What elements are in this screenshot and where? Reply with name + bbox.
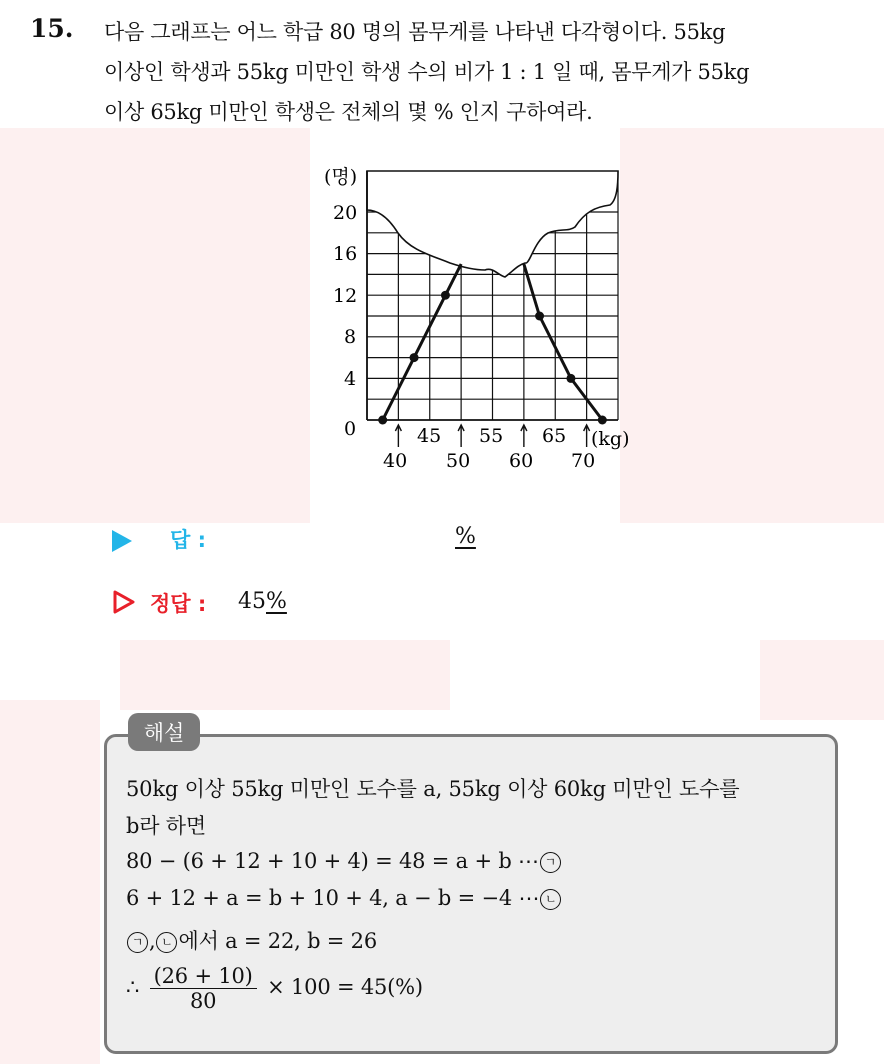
- x-tick-label-lower: 60: [509, 450, 534, 472]
- question-line-2: 이상인 학생과 55kg 미만인 학생 수의 비가 1 : 1 일 때, 몸무게가 55kg: [104, 60, 750, 84]
- question-line-3: 이상 65kg 미만인 학생은 전체의 몇 % 인지 구하여라.: [104, 100, 593, 124]
- solution-line-6-result: × 100 = 45(%): [267, 975, 423, 999]
- polygon-line-left: [383, 264, 461, 420]
- circled-mark-1: ㄱ: [540, 852, 561, 873]
- data-point: [378, 416, 387, 425]
- x-tick-label-lower: 40: [383, 450, 408, 472]
- fraction: [150, 964, 257, 1013]
- circled-mark-1: ㄱ: [127, 932, 148, 953]
- x-tick-label-lower: 70: [571, 450, 596, 472]
- data-point: [410, 353, 419, 362]
- x-tick-arrow: [458, 425, 464, 447]
- y-tick-label: 8: [344, 326, 357, 348]
- polygon-line-right: [524, 264, 602, 420]
- question-number: 15.: [30, 14, 74, 43]
- solution-line-5: ㄱ , ㄴ 에서 a = 22, b = 26: [126, 925, 377, 955]
- solution-line-5-text: 에서 a = 22, b = 26: [178, 929, 377, 953]
- answer-blank[interactable]: %: [455, 524, 476, 549]
- solution-line-3-text: 80 − (6 + 12 + 10 + 4) = 48 = a + b ⋯: [126, 849, 539, 873]
- data-point: [566, 374, 575, 383]
- y-tick-label: 12: [333, 285, 358, 307]
- answer-triangle-icon: [112, 530, 132, 552]
- y-tick-label: 16: [333, 243, 358, 265]
- x-tick-arrow: [521, 425, 527, 447]
- y-tick-label: 4: [344, 368, 357, 390]
- correct-answer: [238, 589, 287, 614]
- solution-line-4: [126, 886, 562, 910]
- fraction-numerator: (26 + 10): [150, 964, 257, 989]
- circled-mark-2: ㄴ: [540, 889, 561, 910]
- solution-tab: 해설: [128, 713, 200, 751]
- question-line-1: 다음 그래프는 어느 학급 80 명의 몸무게를 나타낸 다각형이다. 55kg: [104, 20, 726, 44]
- data-point: [441, 291, 450, 300]
- circled-mark-2: ㄴ: [156, 932, 177, 953]
- solution-line-2: b라 하면: [126, 814, 206, 838]
- background-tint: [760, 640, 884, 720]
- answer-label: 답 :: [170, 528, 206, 552]
- fraction-denominator: 80: [189, 989, 217, 1013]
- data-point: [598, 416, 607, 425]
- correct-answer-unit: %: [266, 589, 287, 614]
- therefore-symbol: ∴: [126, 975, 140, 999]
- correct-triangle-icon: [112, 589, 136, 615]
- x-axis-label: (kg): [591, 428, 630, 450]
- frequency-polygon-chart: [310, 155, 660, 485]
- y-tick-label: 20: [333, 202, 358, 224]
- y-axis-label: (명): [324, 166, 358, 188]
- background-tint: [120, 640, 450, 710]
- x-tick-arrow: [395, 425, 401, 447]
- solution-line-6: [126, 964, 423, 1013]
- y-tick-label: 0: [344, 418, 357, 440]
- x-tick-label-upper: 65: [542, 425, 567, 447]
- x-tick-label-lower: 50: [446, 450, 471, 472]
- solution-line-4-text: 6 + 12 + a = b + 10 + 4, a − b = −4 ⋯: [126, 886, 540, 910]
- correct-answer-label: 정답 :: [150, 592, 207, 616]
- torn-paper-region: [367, 171, 618, 277]
- solution-line-1: 50kg 이상 55kg 미만인 도수를 a, 55kg 이상 60kg 미만인 도수를: [126, 777, 740, 801]
- x-tick-label-upper: 55: [479, 425, 504, 447]
- background-tint: [0, 700, 100, 1064]
- correct-answer-value: 45: [238, 589, 266, 614]
- x-tick-arrow: [584, 425, 590, 447]
- x-tick-label-upper: 45: [417, 425, 442, 447]
- data-point: [535, 312, 544, 321]
- background-tint: [0, 128, 310, 523]
- solution-line-3: [126, 849, 562, 873]
